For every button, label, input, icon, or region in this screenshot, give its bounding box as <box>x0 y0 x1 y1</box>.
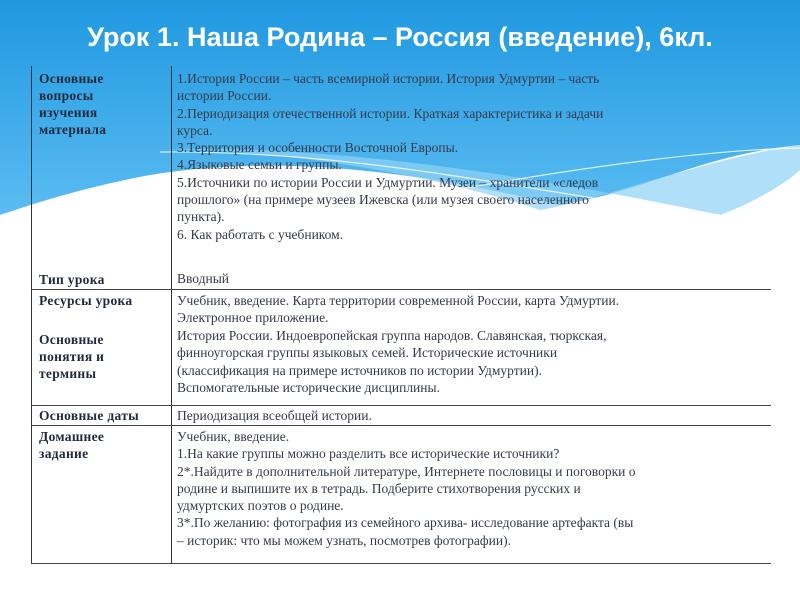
text-line: родине и выпишите их в тетрадь. Подберите стихотворения русских и <box>177 480 581 496</box>
text-line: Тип урока <box>39 272 105 287</box>
text-line: Учебник, введение. <box>177 429 290 444</box>
text-line: Электронное приложение. <box>177 310 329 326</box>
row-content-dates <box>177 407 372 424</box>
text-line: 1.На какие группы можно разделить все исторические источники? <box>177 446 560 462</box>
text-line: 5.Источники по истории России и Удмуртии. Музеи – хранители «следов <box>177 174 599 190</box>
text-line: 4.Языковые семьи и группы. <box>177 157 342 173</box>
text-line: удмуртских поэтов о родине. <box>177 498 344 514</box>
table-row-divider <box>31 425 771 426</box>
text-line: термины <box>39 366 97 381</box>
text-line: 3.Территория и особенности Восточной Европы. <box>177 140 459 156</box>
row-label-resources <box>39 292 132 309</box>
text-line: прошлого» (на примере музеев Ижевска (или музея своего населенного <box>177 192 589 208</box>
text-line: Домашнее <box>39 429 105 444</box>
row-label-homework <box>39 428 104 462</box>
text-line: Основные даты <box>39 408 139 423</box>
table-border-left <box>31 66 32 563</box>
text-line: материала <box>39 122 107 137</box>
text-line: вопросы <box>39 88 94 103</box>
table-row-divider <box>31 405 771 406</box>
text-line: Вводный <box>177 271 230 286</box>
text-line: 6. Как работать с учебником. <box>177 226 344 242</box>
text-line: – историк: что мы можем узнать, посмотрев фотографии). <box>177 532 511 548</box>
text-line: (классификация на примере источников по истории Удмуртии). <box>177 362 542 378</box>
row-content-concepts <box>177 327 607 396</box>
text-line: 3*.По желанию: фотография из семейного архива- исследование артефакта (вы <box>177 515 634 531</box>
text-line: Ресурсы урока <box>39 293 133 308</box>
row-content-resources <box>177 292 619 327</box>
table-row-divider <box>31 289 771 290</box>
text-line: задание <box>39 446 89 461</box>
text-line: Учебник, введение. Карта территории современной России, карта Удмуртии. <box>177 293 620 308</box>
text-line: Вспомогательные исторические дисциплины. <box>177 379 440 395</box>
table-bottom-border <box>31 563 771 564</box>
text-line: изучения <box>39 105 98 120</box>
text-line: Основные <box>39 332 104 347</box>
text-line: пункта). <box>177 209 225 225</box>
text-line: истории России. <box>177 88 272 104</box>
row-content-main-questions <box>177 70 603 243</box>
text-line: 2.Периодизация отечественной истории. Краткая характеристика и задачи <box>177 105 604 121</box>
text-line: Периодизация всеобщей истории. <box>177 408 372 423</box>
text-line: 1.История России – часть всемирной истории. История Удмуртии – часть <box>177 71 600 86</box>
table-column-divider <box>171 66 172 563</box>
row-label-dates <box>39 407 139 424</box>
text-line: курса. <box>177 122 213 138</box>
text-line: понятия и <box>39 349 105 364</box>
row-label-concepts <box>39 331 104 382</box>
text-line: финноугорская группы языковых семей. Исторические источники <box>177 345 558 361</box>
slide-title: Урок 1. Наша Родина – Россия (введение), 6кл. <box>87 22 713 52</box>
text-line: 2*.Найдите в дополнительной литературе, Интернете пословицы и поговорки о <box>177 463 636 479</box>
text-line: Основные <box>39 71 104 86</box>
row-content-homework <box>177 428 636 549</box>
row-content-lesson-type <box>177 270 229 287</box>
text-line: История России. Индоевропейская группа народов. Славянская, тюркская, <box>177 328 607 343</box>
row-label-main-questions <box>39 70 106 138</box>
row-label-lesson-type <box>39 271 105 288</box>
